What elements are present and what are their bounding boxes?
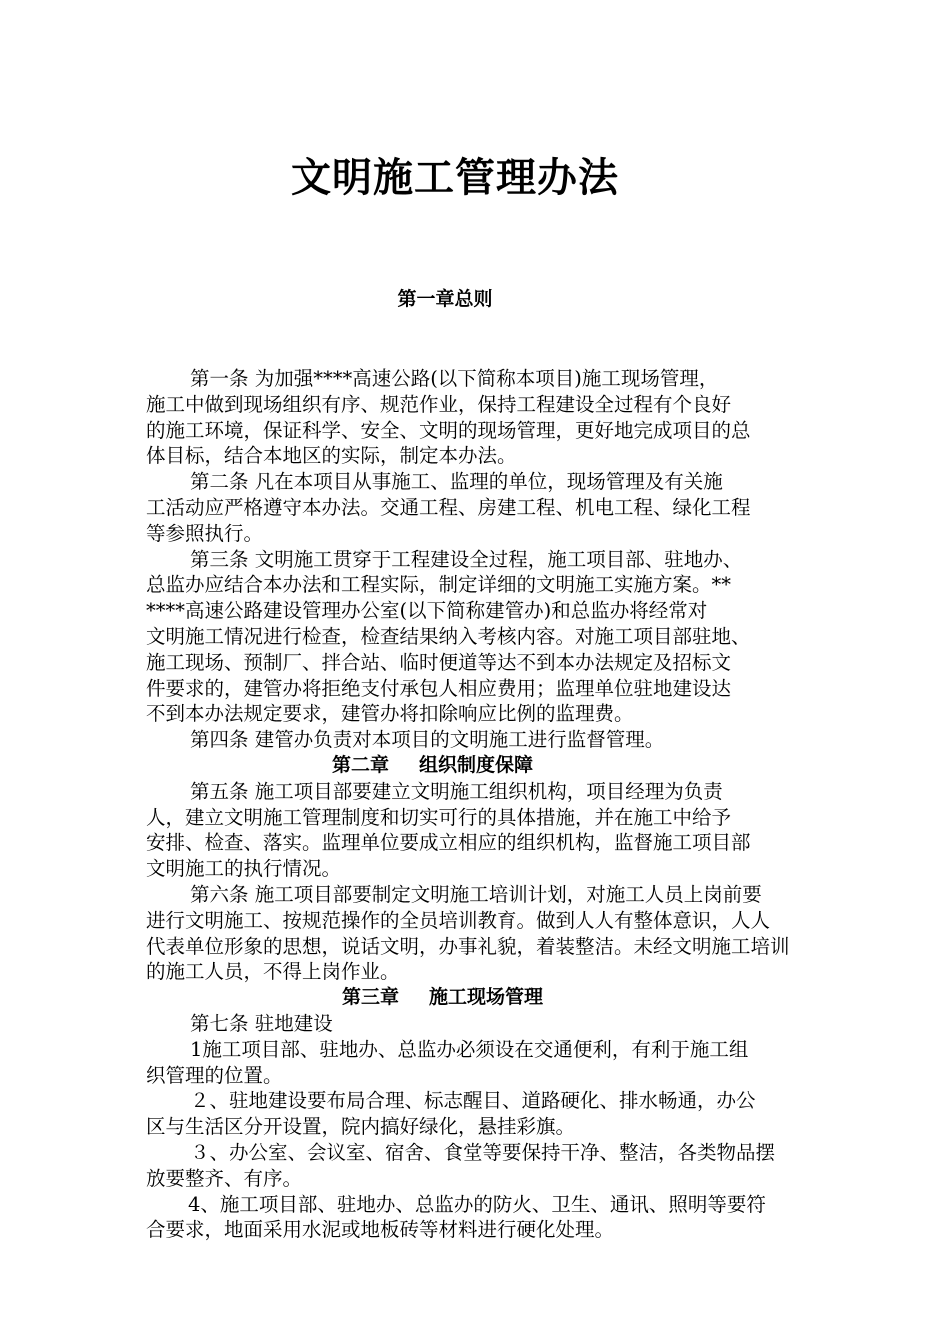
document-body (146, 366, 856, 1243)
article-6-line-2: 进行文明施工、按规范操作的全员培训教育。做到人人有整体意识，人人 (146, 908, 771, 932)
item-4-line-2: 合要求，地面采用水泥或地板砖等材料进行硬化处理。 (146, 1218, 615, 1242)
article-5-line-2: 人，建立文明施工管理制度和切实可行的具体措施，并在施工中给予 (146, 805, 732, 829)
item-2-line-2: 区与生活区分开设置，院内搞好绿化，悬挂彩旗。 (146, 1115, 576, 1139)
chapter-2-name: 组织制度保障 (419, 753, 534, 776)
article-2-line-2: 工活动应严格遵守本办法。交通工程、房建工程、机电工程、绿化工程 (146, 495, 751, 519)
item-1-line-2: 织管理的位置。 (146, 1063, 283, 1087)
article-6-line-4: 的施工人员，不得上岗作业。 (146, 960, 400, 984)
chapter-2-heading (146, 753, 856, 779)
chapter-3-number: 第三章 (342, 986, 400, 1009)
article-3-line-5: 施工现场、预制厂、拌合站、临时便道等达不到本办法规定及招标文 (146, 650, 732, 674)
document-title: 文明施工管理办法 (291, 155, 619, 201)
article-1-line-4: 体目标，结合本地区的实际，制定本办法。 (146, 444, 517, 468)
article-6-line-1: 第六条 施工项目部要制定文明施工培训计划，对施工人员上岗前要 (190, 882, 762, 906)
article-1-line-1: 第一条 为加强****高速公路(以下简称本项目)施工现场管理， (190, 367, 719, 390)
article-3-line-1: 第三条 文明施工贯穿于工程建设全过程，施工项目部、驻地办、 (190, 547, 743, 571)
article-7-heading: 第七条 驻地建设 (190, 1011, 333, 1035)
article-2-line-1: 第二条 凡在本项目从事施工、监理的单位，现场管理及有关施 (190, 470, 723, 494)
article-5-line-1: 第五条 施工项目部要建立文明施工组织机构，项目经理为负责 (190, 779, 723, 803)
article-3-line-4: 文明施工情况进行检查，检查结果纳入考核内容。对施工项目部驻地、 (146, 624, 751, 648)
item-3-line-2: 放要整齐、有序。 (146, 1166, 303, 1190)
article-3-line-3: ****高速公路建设管理办公室(以下简称建管办)和总监办将经常对 (146, 599, 708, 623)
chapter-3-name: 施工现场管理 (429, 986, 544, 1009)
article-2-line-3: 等参照执行。 (146, 521, 264, 545)
article-1-line-3: 的施工环境，保证科学、安全、文明的现场管理，更好地完成项目的总 (146, 418, 751, 442)
article-4-line-1: 第四条 建管办负责对本项目的文明施工进行监督管理。 (190, 728, 665, 752)
article-5-line-4: 文明施工的执行情况。 (146, 857, 342, 881)
article-1-line-2: 施工中做到现场组织有序、规范作业，保持工程建设全过程有个良好 (146, 392, 732, 416)
item-2-line-1: ２、驻地建设要布局合理、标志醒目、道路硬化、排水畅通，办公 (190, 1089, 756, 1113)
item-4-line-1: 4、施工项目部、驻地办、总监办的防火、卫生、通讯、照明等要符 (188, 1192, 766, 1216)
article-3-line-2: 总监办应结合本办法和工程实际，制定详细的文明施工实施方案。** (146, 573, 732, 597)
article-3-line-7: 不到本办法规定要求，建管办将扣除响应比例的监理费。 (146, 702, 634, 726)
item-1-line-1: 1施工项目部、驻地办、总监办必须设在交通便利，有利于施工组 (190, 1037, 749, 1061)
chapter-1-heading: 第一章总则 (397, 288, 493, 310)
item-3-line-1: ３、办公室、会议室、宿舍、食堂等要保持干净、整洁，各类物品摆 (190, 1140, 776, 1164)
article-6-line-3: 代表单位形象的思想，说话文明，办事礼貌，着装整洁。未经文明施工培训 (146, 934, 790, 958)
article-3-line-6: 件要求的，建管办将拒绝支付承包人相应费用；监理单位驻地建设达 (146, 676, 732, 700)
chapter-3-heading (146, 985, 856, 1011)
chapter-2-number: 第二章 (332, 753, 390, 776)
article-5-line-3: 安排、检查、落实。监理单位要成立相应的组织机构，监督施工项目部 (146, 831, 751, 855)
